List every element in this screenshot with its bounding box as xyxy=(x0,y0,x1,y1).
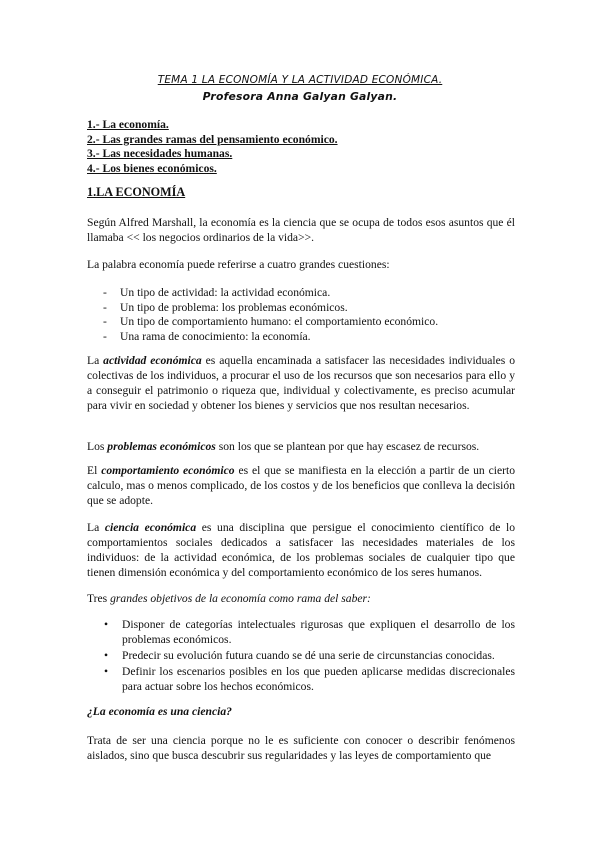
toc-item[interactable]: 3.- Las necesidades humanas. xyxy=(87,147,233,160)
document-author: Profesora Anna Galyan Galyan. xyxy=(202,90,398,103)
section-heading: 1.LA ECONOMÍA xyxy=(87,185,186,199)
list-item: - Un tipo de comportamiento humano: el comportamiento económico. xyxy=(103,314,438,329)
toc-item[interactable]: 1.- La economía. xyxy=(87,118,169,131)
text-run: es el que se manifiesta en la elección a partir de un cierto calculo, mas o menos complicado, de los costos y de los beneficios que conlleva la decisión que se adopte. xyxy=(87,464,516,507)
list-item: - Un tipo de problema: los problemas económicos. xyxy=(103,300,438,315)
list-item: • Predecir su evolución futura cuando se dé una serie de circunstancias conocidas. xyxy=(104,648,515,663)
list-item: • Disponer de categorías intelectuales rigurosas que expliquen el desarrollo de los problemas económicos. xyxy=(104,617,515,647)
key-term: actividad económica xyxy=(103,354,202,367)
paragraph-marshall: Según Alfred Marshall, la economía es la ciencia que se ocupa de todos esos asuntos que él llamaba << los negocios ordinarios de la vida>>. xyxy=(87,216,515,244)
key-term: problemas económicos xyxy=(107,440,216,453)
text-run: Tres xyxy=(87,592,111,605)
document-title: TEMA 1 LA ECONOMÍA Y LA ACTIVIDAD ECONÓMICA. xyxy=(157,74,443,86)
text-run: El xyxy=(87,464,102,477)
list-item: - Una rama de conocimiento: la economía. xyxy=(103,329,438,344)
question-heading: ¿La economía es una ciencia? xyxy=(87,705,232,718)
paragraph-comportamiento xyxy=(87,463,515,508)
toc-item[interactable]: 4.- Los bienes económicos. xyxy=(87,161,217,175)
text-run: es aquella encaminada a satisfacer las necesidades individuales o colectivas de los individuos, a procurar el uso de los recursos que son necesarios para ello y a conseguir el patrimonio o riqueza que, individual y colectivamente, es preciso acumular para vivir en sociedad y obtener los bienes y servicios que nos resultan necesarios. xyxy=(87,354,515,412)
paragraph-problemas xyxy=(87,439,515,454)
key-term: ciencia económica xyxy=(104,521,197,534)
text-run: es una disciplina que persigue el conocimiento científico de lo comportamientos sociales dedicados a satisfacer las necesidades materiales de los individuos: de la actividad económica, de los problemas sociales de cualquier tipo que tienen dimensión económica y del comportamiento económico de los seres humanos. xyxy=(87,521,515,579)
toc-item[interactable]: 2.- Las grandes ramas del pensamiento económico. xyxy=(87,132,338,146)
text-run: son los que se plantean por que hay escasez de recursos. xyxy=(215,440,480,453)
key-term: grandes objetivos de la economía como rama del saber: xyxy=(110,592,371,605)
paragraph-final: Trata de ser una ciencia porque no le es suficiente con conocer o describir fenómenos aislados, sino que busca descubrir sus regularidades y las leyes de comportamiento que xyxy=(87,734,515,762)
list-item: - Un tipo de actividad: la actividad económica. xyxy=(103,285,438,300)
paragraph-tres xyxy=(87,591,515,606)
paragraph-palabra: La palabra economía puede referirse a cuatro grandes cuestiones: xyxy=(87,258,390,271)
text-run: Los xyxy=(87,440,108,453)
dash-list xyxy=(103,285,438,343)
paragraph-actividad xyxy=(87,353,515,413)
key-term: comportamiento económico xyxy=(101,464,235,477)
text-run: La xyxy=(87,354,104,367)
list-item: • Definir los escenarios posibles en los que pueden aplicarse medidas discrecionales para actuar sobre los hechos económicos. xyxy=(104,664,515,694)
paragraph-ciencia xyxy=(87,520,515,580)
table-of-contents xyxy=(87,117,338,175)
bullet-list xyxy=(104,617,515,695)
text-run: La xyxy=(87,521,105,534)
